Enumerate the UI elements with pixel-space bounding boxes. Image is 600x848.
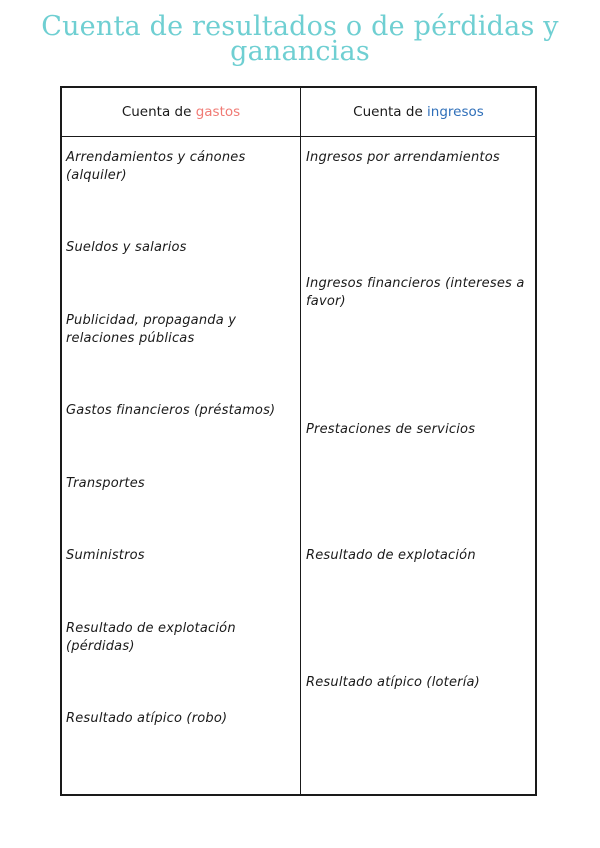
column-divider	[300, 88, 301, 794]
gastos-item-resultado-explotacion: Resultado de explotación (pérdidas)	[66, 621, 236, 654]
ingresos-item-resultado-atipico: Resultado atípico (lotería)	[306, 675, 480, 690]
gastos-header-highlight: gastos	[195, 104, 241, 120]
gastos-item-arrendamientos: Arrendamientos y cánones (alquiler)	[66, 150, 246, 183]
gastos-header-prefix: Cuenta de	[121, 104, 196, 120]
ingresos-item-prestaciones: Prestaciones de servicios	[306, 422, 476, 437]
gastos-item-resultado-atipico: Resultado atípico (robo)	[66, 711, 228, 726]
ingresos-item-resultado-explotacion: Resultado de explotación	[306, 548, 476, 563]
accounts-table	[60, 86, 537, 796]
ingresos-header-highlight: ingresos	[427, 104, 484, 120]
ingresos-item-financieros: Ingresos financieros (intereses a favor)	[306, 276, 525, 309]
page-title: Cuenta de resultados o de pérdidas y ganancias	[41, 11, 559, 67]
gastos-item-publicidad: Publicidad, propaganda y relaciones públicas	[66, 313, 237, 346]
ingresos-header-prefix: Cuenta de	[353, 104, 428, 120]
gastos-column-header	[62, 88, 300, 136]
header-divider	[62, 136, 535, 137]
gastos-item-suministros: Suministros	[66, 548, 145, 563]
gastos-item-gastos-financieros: Gastos financieros (préstamos)	[66, 403, 276, 418]
ingresos-item-arrendamientos: Ingresos por arrendamientos	[306, 150, 500, 165]
gastos-item-transportes: Transportes	[66, 476, 145, 491]
ingresos-column-header	[300, 88, 537, 136]
gastos-item-sueldos: Sueldos y salarios	[66, 240, 187, 255]
